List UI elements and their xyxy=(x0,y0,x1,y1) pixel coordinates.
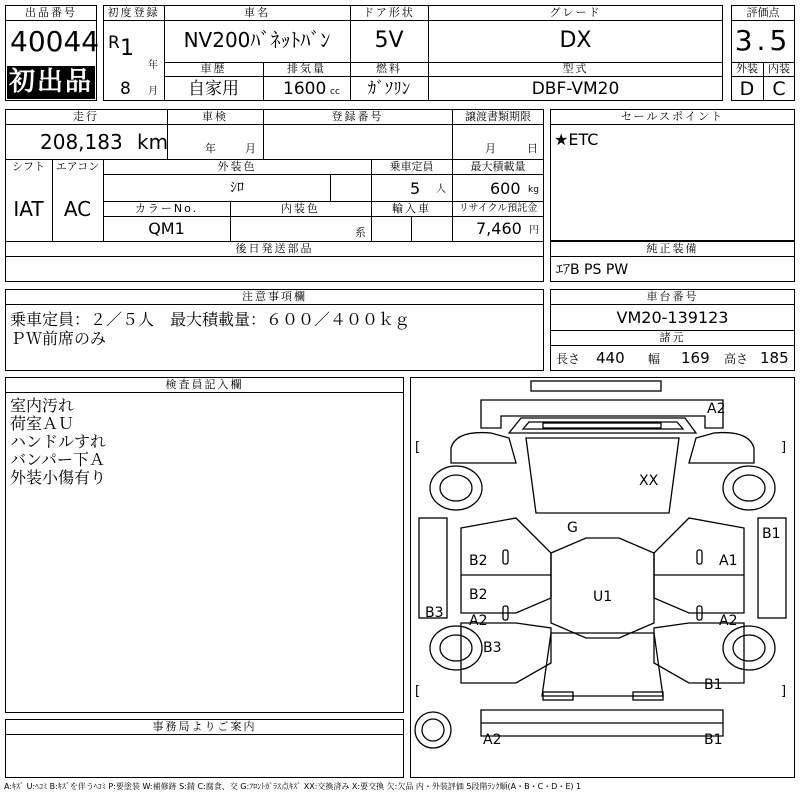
interior-label: 内装 xyxy=(768,62,790,75)
caution-label: 注意事項欄 xyxy=(242,290,307,303)
grade-label: グレード xyxy=(549,6,602,19)
score: 3.5 xyxy=(734,24,792,57)
car-diagram xyxy=(410,377,795,778)
bracket-left-top: [ xyxy=(415,440,421,455)
score-label: 評価点 xyxy=(746,6,780,19)
bracket-left-bottom: [ xyxy=(415,684,421,699)
inspector-line-1: 室内汚れ xyxy=(10,396,75,415)
sales-box xyxy=(550,109,795,241)
bracket-right-top: ] xyxy=(781,440,787,455)
model-label: 型式 xyxy=(562,62,589,75)
interior-grade: C xyxy=(772,78,786,100)
inspector-line-2: 荷室ＡＵ xyxy=(10,414,75,433)
door-type: 5V xyxy=(374,28,404,53)
int-color-label: 内装色 xyxy=(281,202,320,215)
lot-label: 出品番号 xyxy=(25,6,77,19)
caution-line-2: ＰＷ前席のみ xyxy=(10,329,107,348)
transfer-day-unit: 日 xyxy=(527,142,538,155)
import-label: 輸入車 xyxy=(392,202,431,215)
inspector-line-4: バンパー下Ａ xyxy=(10,450,105,469)
int-color-unit: 系 xyxy=(355,226,366,239)
mark-b3-lower: B3 xyxy=(483,640,502,656)
era: R xyxy=(108,33,120,53)
max-load-label: 最大積載量 xyxy=(470,160,526,173)
ext-color-label: 外装色 xyxy=(217,160,257,173)
sales-label: セールスポイント xyxy=(620,110,724,123)
chassis-number: VM20-139123 xyxy=(616,308,729,327)
sales-text: ★ETC xyxy=(554,130,599,149)
mark-a2-right: A2 xyxy=(719,613,738,629)
ac: AC xyxy=(63,197,92,221)
recycle: 7,460 xyxy=(476,219,522,238)
first-reg-month: 8 xyxy=(120,79,131,99)
dims-label: 諸元 xyxy=(659,331,686,344)
max-load: 600 xyxy=(490,179,521,198)
mark-b1-bottom: B1 xyxy=(704,732,723,748)
mileage-label: 走行 xyxy=(73,110,99,123)
shift-label: シフト xyxy=(12,160,45,173)
ext-color: ｼﾛ xyxy=(230,180,244,196)
later-parts-label: 後日発送部品 xyxy=(235,242,314,255)
mileage-unit: km xyxy=(137,130,169,154)
insp-year-unit: 年 xyxy=(205,142,216,155)
model: DBF-VM20 xyxy=(531,79,620,99)
displacement-label: 排気量 xyxy=(287,62,326,75)
mark-u1: U1 xyxy=(593,589,613,605)
caution-line-1: 乗車定員：２／５人 最大積載量：６００／４００ｋｇ xyxy=(10,310,411,329)
inspector-line-3: ハンドルすれ xyxy=(10,432,107,451)
name-label: 車名 xyxy=(244,6,270,19)
insp-month-unit: 月 xyxy=(245,142,256,155)
car-name: NV200ﾊﾞﾈｯﾄﾊﾞﾝ xyxy=(183,28,331,52)
equipment-text: ｴｱB PS PW xyxy=(556,262,629,278)
first-reg-label: 初度登録 xyxy=(107,6,160,19)
chassis-label: 車台番号 xyxy=(646,290,699,303)
office-label: 事務局よりご案内 xyxy=(152,720,257,733)
transfer-label: 譲渡書類期限 xyxy=(465,110,531,123)
door-label: ドア形状 xyxy=(363,6,415,19)
fuel-label: 燃料 xyxy=(376,62,402,75)
ac-label: エアコン xyxy=(55,160,100,173)
mark-a2-left: A2 xyxy=(469,613,488,629)
equipment-label: 純正装備 xyxy=(646,242,699,255)
mark-b1-right: B1 xyxy=(762,526,781,542)
length: 440 xyxy=(596,349,625,367)
transfer-month-unit: 月 xyxy=(485,142,496,155)
capacity: 5 xyxy=(410,179,421,198)
first-reg-year: 1 xyxy=(120,36,134,61)
month-unit: 月 xyxy=(148,86,158,97)
exterior-label: 外装 xyxy=(736,62,758,75)
color-no-label: カラーNo. xyxy=(134,202,199,215)
mark-a2-bottom: A2 xyxy=(483,732,502,748)
height-label: 高さ xyxy=(724,352,749,366)
displacement-unit: cc xyxy=(330,87,340,97)
capacity-label: 乗車定員 xyxy=(389,160,434,173)
exterior-grade: D xyxy=(739,78,755,100)
mark-b3-left: B3 xyxy=(425,605,444,621)
max-load-unit: kg xyxy=(528,185,539,195)
mark-b1-lower: B1 xyxy=(704,677,723,693)
recycle-unit: 円 xyxy=(529,225,539,236)
inspection-label: 車検 xyxy=(202,110,228,123)
color-no: QM1 xyxy=(148,219,185,238)
inspector-label: 検査員記入欄 xyxy=(165,378,244,391)
height: 185 xyxy=(760,349,789,367)
inspector-line-5: 外装小傷有り xyxy=(10,468,107,487)
history: 自家用 xyxy=(188,79,239,99)
displacement: 1600 xyxy=(283,79,327,99)
history-label: 車歴 xyxy=(200,62,227,75)
mark-a2-top: A2 xyxy=(707,401,726,417)
grade: DX xyxy=(559,28,592,53)
year-unit: 年 xyxy=(148,60,158,71)
width-label: 幅 xyxy=(648,352,661,366)
shift: IAT xyxy=(13,197,44,221)
mileage: 208,183 xyxy=(40,130,123,154)
mark-a1: A1 xyxy=(719,553,738,569)
legend: A:ｷｽﾞ U:ﾍｺﾐ B:ｷｽﾞを伴うﾍｺﾐ P:要塗装 W:補修跡 S:錆 C:腐食、交 G:ﾌﾛﾝﾄｶﾞﾗｽ点ｷｽﾞ XX:交換済み X:要交換 欠:欠品 内・外装評価 5段階ﾗﾝｸ順(A・B・C・D・E) 1 xyxy=(4,782,582,791)
recycle-label: リサイクル預託金 xyxy=(458,203,538,214)
capacity-unit: 人 xyxy=(436,184,446,195)
mark-xx: XX xyxy=(639,473,659,489)
width: 169 xyxy=(681,349,710,367)
first-listing-badge: 初出品 xyxy=(8,67,93,97)
mark-b2-left: B2 xyxy=(469,553,488,569)
bracket-right-bottom: ] xyxy=(781,684,787,699)
reg-number-label: 登録番号 xyxy=(331,110,384,123)
fuel: ｶﾞｿﾘﾝ xyxy=(367,79,411,99)
mark-b2-lower: B2 xyxy=(469,587,488,603)
length-label: 長さ xyxy=(556,352,581,366)
lot-number: 40044 xyxy=(10,25,100,58)
mark-g: G xyxy=(567,520,578,536)
